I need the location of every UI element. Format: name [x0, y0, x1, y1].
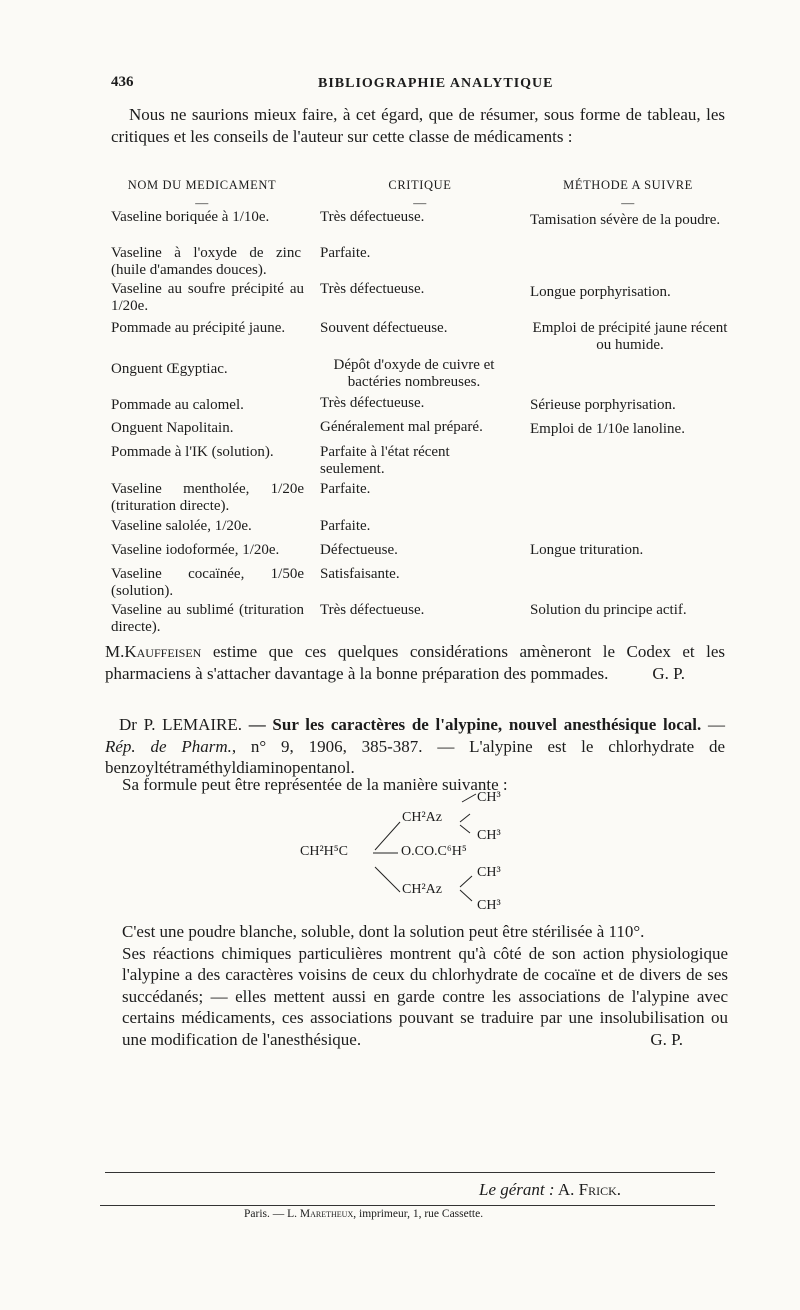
row-11-critique: Défectueuse.	[320, 542, 398, 558]
chemical-formula	[300, 792, 530, 917]
bond-line	[460, 814, 470, 822]
article-initials: G. P.	[650, 1029, 683, 1049]
article-ref: , n° 9, 1906, 385-387. —	[231, 736, 470, 756]
row-1-method: Tamisation sévère de la poudre.	[530, 212, 721, 228]
formula-ch2az-top: CH²Az	[402, 810, 442, 825]
bond-line	[460, 825, 470, 833]
bond-line	[375, 867, 400, 892]
formula-ch3-top2: CH³	[477, 828, 501, 843]
row-2-name: Vaseline à l'oxyde de zinc (huile d'amandes douces).	[111, 245, 301, 278]
row-10-critique: Parfaite.	[320, 518, 371, 534]
intro-paragraph: Nous ne saurions mieux faire, à cet égard, que de résumer, sous forme de tableau, les critiques et les conseils de l'auteur sur cette classe de médicaments :	[111, 105, 725, 146]
imprint-name: Maretheux	[299, 1208, 354, 1220]
column-header-dash: —	[413, 195, 427, 210]
column-header-critique-label: CRITIQUE	[388, 178, 452, 192]
formula-intro: Sa formule peut être représentée de la manière suivante :	[122, 775, 508, 794]
paragraph-reactions-text: Ses réactions chimiques particulières montrent qu'à côté de son action physiologique l'alypine a des caractères voisins de ceux du chlorhydrate de cocaïne et de divers de ses succédanés; — elles mettent aussi en garde contre les associations de l'alypine avec certains médicaments, ces associations pouvant se traduire par une insolubilisation ou une modification de l'anesthésique.	[122, 943, 728, 1049]
row-1-name: Vaseline boriquée à 1/10e.	[111, 209, 270, 225]
row-7-critique: Généralement mal préparé.	[320, 419, 483, 435]
formula-center: CH²H⁵C	[300, 844, 348, 859]
formula-ch3-bot2: CH³	[477, 898, 501, 913]
author-name: M.Kauffeisen	[105, 642, 202, 661]
row-7-method: Emploi de 1/10e lanoline.	[530, 421, 685, 437]
row-5-critique: Dépôt d'oxyde de cuivre et bactéries nombreuses.	[333, 357, 495, 390]
manager-line	[479, 1180, 621, 1200]
article-body-after	[122, 921, 728, 1050]
row-8-name: Pommade à l'IK (solution).	[111, 444, 274, 460]
paragraph-reactions	[122, 943, 728, 1051]
bond-line	[375, 822, 400, 850]
row-13-critique: Très défectueuse.	[320, 602, 425, 618]
column-header-dash: —	[195, 195, 209, 210]
article-body: L'alypine est le chlorhydrate de benzoyltétraméthyldiaminopentanol.	[105, 736, 725, 777]
row-13-name: Vaseline au sublimé (trituration directe).	[111, 602, 304, 635]
bond-line	[460, 890, 472, 901]
article-journal: Rép. de Pharm.	[105, 736, 232, 756]
row-3-critique: Très défectueuse.	[320, 281, 425, 297]
page-header	[0, 74, 800, 98]
row-4-method: Emploi de précipité jaune récent ou humide.	[532, 320, 728, 353]
row-12-critique: Satisfaisante.	[320, 566, 400, 582]
row-7-name: Onguent Napolitain.	[111, 420, 234, 436]
formula-ch2az-bot: CH²Az	[402, 882, 442, 897]
row-3-method: Longue porphyrisation.	[530, 284, 671, 300]
column-header-name	[112, 178, 292, 210]
paragraph-sterilisation: C'est une poudre blanche, soluble, dont la solution peut être stérilisée à 110°.	[122, 922, 645, 941]
formula-ch3-bot: CH³	[477, 865, 501, 880]
row-13-method: Solution du principe actif.	[530, 602, 687, 618]
column-header-critique	[320, 178, 520, 210]
row-5-name: Onguent Œgyptiac.	[111, 361, 228, 377]
row-11-method: Longue trituration.	[530, 542, 644, 558]
row-4-name: Pommade au précipité jaune.	[111, 320, 286, 336]
row-2-critique: Parfaite.	[320, 245, 371, 261]
footer-rule-bottom	[100, 1205, 715, 1206]
row-10-name: Vaseline salolée, 1/20e.	[111, 518, 252, 534]
row-1-critique: Très défectueuse.	[320, 209, 425, 225]
row-3-name: Vaseline au soufre précipité au 1/20e.	[111, 281, 304, 314]
article-title: — Sur les caractères de l'alypine, nouvel anesthésique local.	[241, 715, 702, 734]
row-11-name: Vaseline iodoformée, 1/20e.	[111, 542, 280, 558]
column-header-name-label: NOM DU MEDICAMENT	[127, 178, 277, 192]
article-ref-sep: —	[701, 715, 725, 734]
closing-text: estime que ces quelques considérations amèneront le Codex et les pharmaciens à s'attacher davantage à la bonne préparation des pommades.	[105, 642, 725, 683]
closing-paragraph	[105, 641, 725, 684]
imprint	[244, 1208, 483, 1220]
article-author: Dr P. LEMAIRE.	[119, 715, 242, 734]
imprint-suffix: , imprimeur, 1, rue Cassette.	[353, 1208, 484, 1220]
row-4-critique: Souvent défectueuse.	[320, 320, 448, 336]
imprint-prefix: Paris. — L.	[244, 1208, 300, 1220]
bond-line	[460, 876, 472, 887]
formula-ch3-top: CH³	[477, 790, 501, 805]
bond-line	[462, 794, 476, 802]
row-9-critique: Parfaite.	[320, 481, 371, 497]
row-6-critique: Très défectueuse.	[320, 395, 425, 411]
row-8-critique: Parfaite à l'état récent seulement.	[320, 444, 450, 477]
closing-initials: G. P.	[652, 663, 685, 683]
manager-label: Le gérant :	[479, 1180, 555, 1199]
row-6-name: Pommade au calomel.	[111, 397, 244, 413]
row-9-name: Vaseline mentholée, 1/20e (trituration directe).	[111, 481, 304, 514]
row-12-name: Vaseline cocaïnée, 1/50e (solution).	[111, 566, 304, 599]
footer-rule-top	[105, 1172, 715, 1173]
column-header-method-label: MÉTHODE A SUIVRE	[563, 178, 693, 192]
row-6-method: Sérieuse porphyrisation.	[530, 397, 676, 413]
page-number: 436	[111, 74, 134, 90]
column-header-dash: —	[621, 195, 635, 210]
manager-name: A. Frick.	[554, 1180, 622, 1199]
running-title: BIBLIOGRAPHIE ANALYTIQUE	[318, 76, 554, 91]
column-header-method	[528, 178, 728, 210]
formula-ester: O.CO.C⁶H⁵	[401, 844, 467, 859]
article-heading	[105, 714, 725, 779]
